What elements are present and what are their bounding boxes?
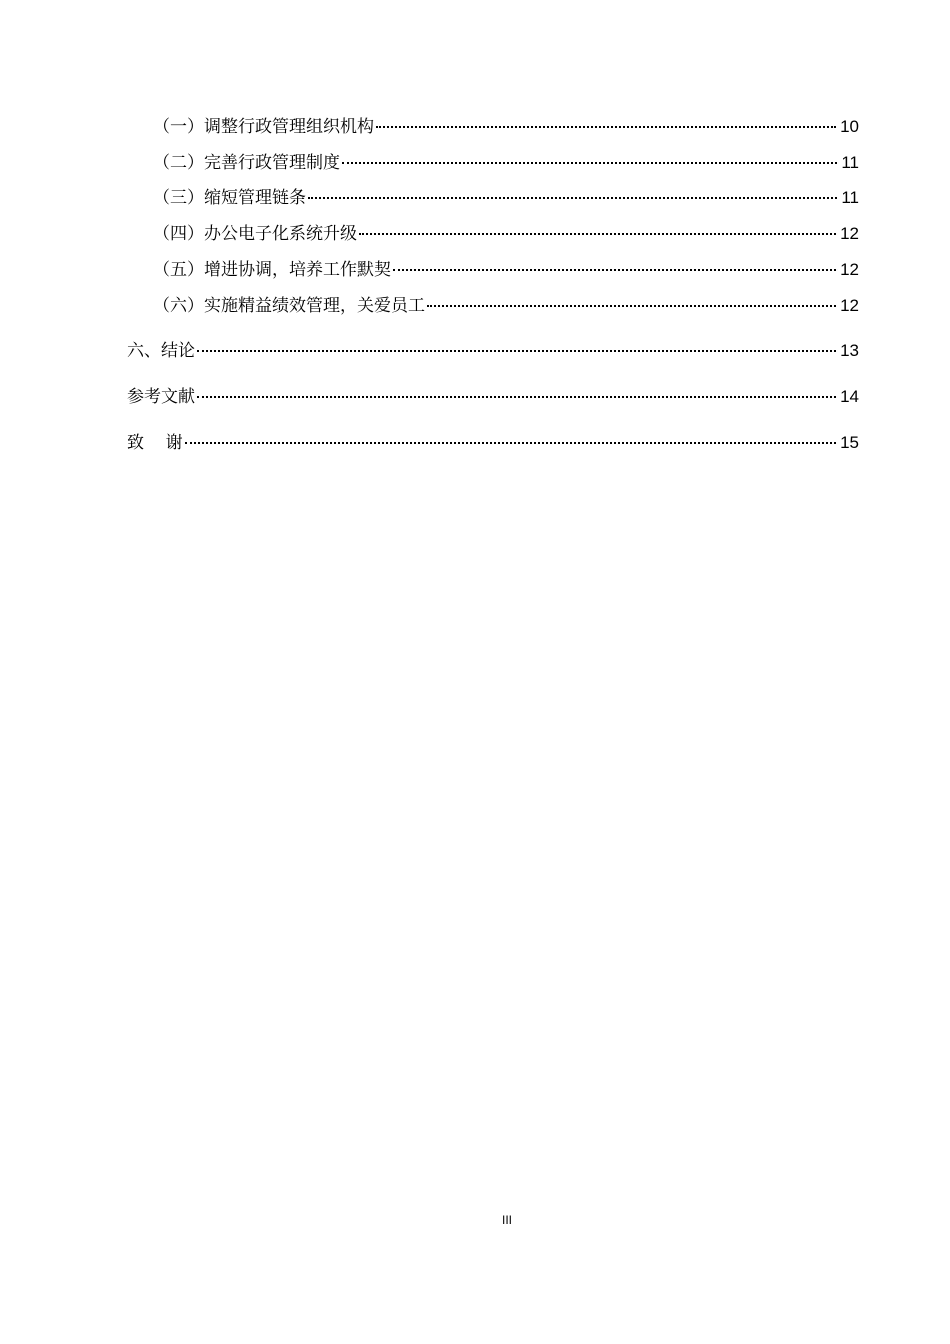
toc-dot-leader [197,396,836,398]
toc-entry[interactable] [153,259,859,281]
page-number: III [501,1213,512,1227]
toc-entry-title: （四）办公电子化系统升级 [153,224,357,244]
toc-entry-page: 13 [840,341,859,360]
toc-dot-leader [342,162,837,164]
toc-dot-leader [393,269,836,271]
toc-entry[interactable] [127,432,859,454]
toc-entry-title: （三）缩短管理链条 [153,188,306,208]
toc-entry-title: （二）完善行政管理制度 [153,153,340,173]
toc-entry-title: 参考文献 [127,387,195,407]
toc-entry[interactable] [153,295,859,317]
toc-entry-page: 12 [840,224,859,243]
toc-entry-page: 14 [840,387,859,406]
toc-dot-leader [185,442,836,444]
toc-entry-page: 11 [841,153,859,172]
toc-entry-title: （一）调整行政管理组织机构 [153,117,374,137]
toc-entry[interactable] [153,187,859,209]
toc-entry[interactable] [127,386,859,408]
toc-entry-page: 12 [840,260,859,279]
toc-entry[interactable] [153,223,859,245]
toc-dot-leader [427,305,836,307]
toc-entry-page: 12 [840,296,859,315]
toc-entry-page: 11 [841,188,859,207]
toc-dot-leader [197,350,836,352]
toc-entry-title: （五）增进协调，培养工作默契 [153,260,391,280]
toc-entry-title: 致 谢 [127,433,183,453]
toc-dot-leader [308,197,837,199]
toc-entry[interactable] [153,116,859,138]
toc-entry-title: （六）实施精益绩效管理，关爱员工 [153,296,425,316]
toc-dot-leader [359,233,836,235]
toc-dot-leader [376,126,836,128]
toc-entry[interactable] [153,152,859,174]
toc-entry[interactable] [127,340,859,362]
toc-entry-page: 15 [840,433,859,452]
toc-entry-title: 六、结论 [127,341,195,361]
toc-entry-page: 10 [840,117,859,136]
